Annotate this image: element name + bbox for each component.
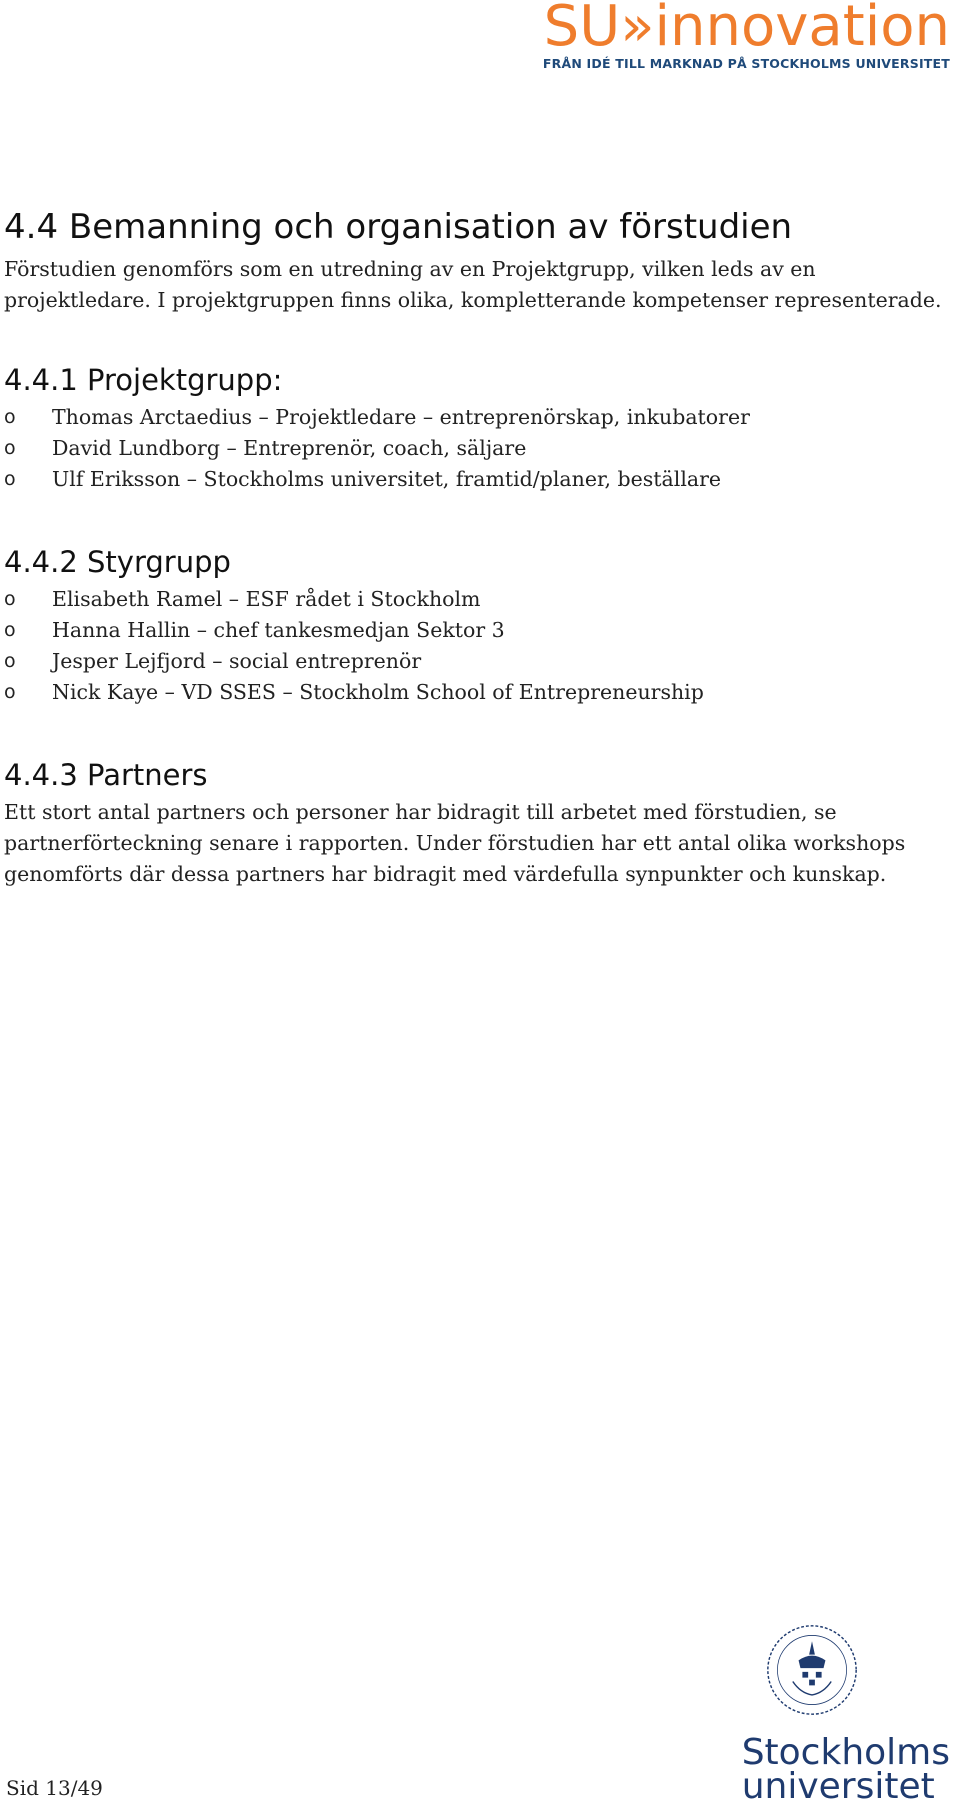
- list-item: o Ulf Eriksson – Stockholms universitet, framtid/planer, beställare: [4, 464, 944, 495]
- page-number: Sid 13/49: [6, 1776, 103, 1800]
- logo-wordmark: SU»innovation: [543, 0, 950, 59]
- bullet-icon: o: [4, 468, 16, 490]
- list-item: o Elisabeth Ramel – ESF rådet i Stockholm: [4, 584, 944, 615]
- bullet-icon: o: [4, 437, 16, 459]
- list-item: o Hanna Hallin – chef tankesmedjan Sektor 3: [4, 615, 944, 646]
- bullet-icon: o: [4, 588, 16, 610]
- university-seal-icon: [764, 1622, 860, 1718]
- projektgrupp-list: [4, 402, 944, 495]
- styrgrupp-heading: 4.4.2 Styrgrupp: [4, 545, 231, 579]
- partners-heading: 4.4.3 Partners: [4, 758, 208, 792]
- document-body: [4, 203, 944, 890]
- styrgrupp-list: [4, 584, 944, 708]
- list-item: o Jesper Lejfjord – social entreprenör: [4, 646, 944, 677]
- logo-tagline: FRÅN IDÉ TILL MARKNAD PÅ STOCKHOLMS UNIVERSITET: [542, 56, 950, 71]
- su-innovation-logo: [530, 0, 950, 72]
- section-title: 4.4 Bemanning och organisation av förstudien: [4, 207, 793, 247]
- bullet-icon: o: [4, 619, 16, 641]
- section-intro: Förstudien genomförs som en utredning av en Projektgrupp, vilken leds av en projektledare. I projektgruppen finns olika, kompletterande kompetenser representerade.: [4, 257, 942, 312]
- list-item: o Thomas Arctaedius – Projektledare – entreprenörskap, inkubatorer: [4, 402, 944, 433]
- partners-text: Ett stort antal partners och personer har bidragit till arbetet med förstudien, se partnerförteckning senare i rapporten. Under förstudien har ett antal olika workshops genomförts där dessa partners har bidragit med värdefulla synpunkter och kunskap.: [4, 800, 906, 886]
- list-item: o Nick Kaye – VD SSES – Stockholm School of Entrepreneurship: [4, 677, 944, 708]
- bullet-icon: o: [4, 406, 16, 428]
- bullet-icon: o: [4, 650, 16, 672]
- bullet-icon: o: [4, 681, 16, 703]
- list-item: o David Lundborg – Entreprenör, coach, säljare: [4, 433, 944, 464]
- stockholms-universitet-wordmark: Stockholms universitet: [741, 1732, 950, 1807]
- projektgrupp-heading: 4.4.1 Projektgrupp:: [4, 363, 283, 397]
